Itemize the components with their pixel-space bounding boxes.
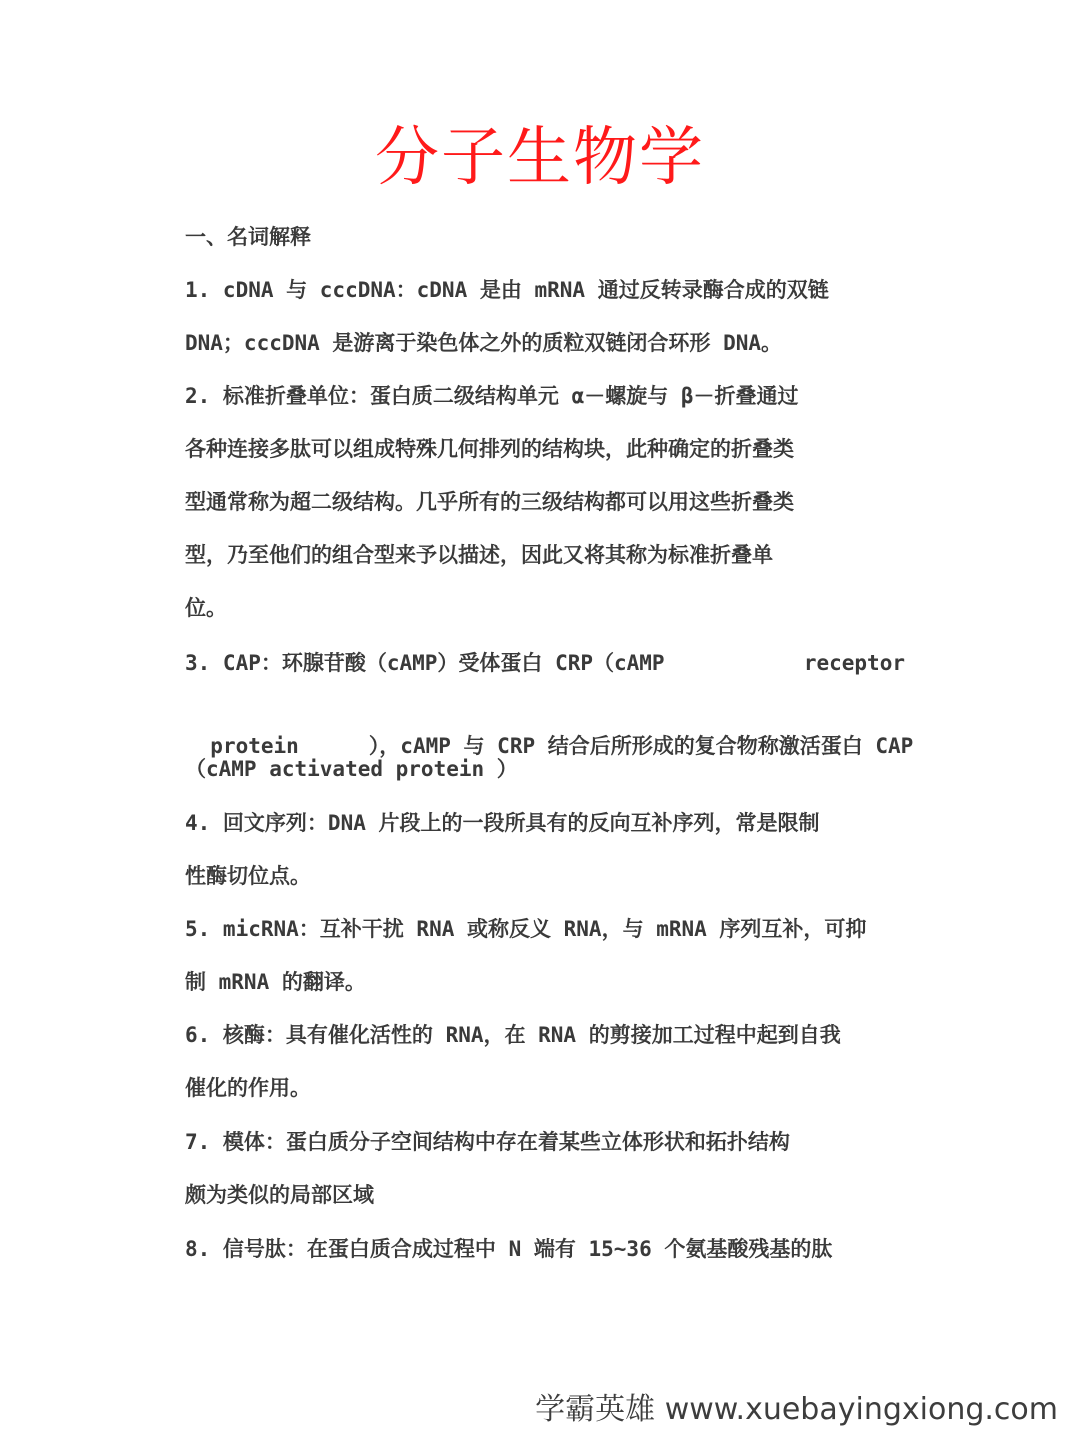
text-line-8-right: receptor (803, 651, 905, 675)
text-line-4: 各种连接多肽可以组成特殊几何排列的结构块，此种确定的折叠类 (185, 437, 794, 461)
text-line-16: 催化的作用。 (185, 1076, 311, 1100)
text-line-9 (185, 701, 914, 761)
text-line-18: 颇为类似的局部区域 (185, 1183, 374, 1207)
text-line-14: 制 mRNA 的翻译。 (185, 970, 366, 994)
text-line-19: 8. 信号肽：在蛋白质合成过程中 N 端有 15~36 个氨基酸残基的肽 (185, 1237, 833, 1261)
text-line-17: 7. 模体：蛋白质分子空间结构中存在着某些立体形状和拓扑结构 (185, 1130, 790, 1154)
section-heading: 一、名词解释 (185, 225, 311, 249)
text-line-8-left: 3. CAP：环腺苷酸（cAMP）受体蛋白 CRP（cAMP (185, 651, 665, 675)
text-line-15: 6. 核酶：具有催化活性的 RNA，在 RNA 的剪接加工过程中起到自我 (185, 1023, 841, 1047)
text-line-6: 型，乃至他们的组合型来予以描述，因此又将其称为标准折叠单 (185, 543, 773, 567)
text-line-7: 位。 (185, 596, 227, 620)
text-line-5: 型通常称为超二级结构。几乎所有的三级结构都可以用这些折叠类 (185, 490, 794, 514)
footer-watermark: 学霸英雄 www.xuebayingxiong.com (535, 1392, 1058, 1427)
text-line-8 (185, 648, 905, 678)
text-line-1: 1. cDNA 与 cccDNA：cDNA 是由 mRNA 通过反转录酶合成的双链 (185, 278, 829, 302)
text-line-9-right: ），cAMP 与 CRP 结合后所形成的复合物称激活蛋白 CAP (368, 734, 914, 758)
text-line-11: 4. 回文序列：DNA 片段上的一段所具有的反向互补序列，常是限制 (185, 811, 820, 835)
text-line-3: 2. 标准折叠单位：蛋白质二级结构单元 α－螺旋与 β－折叠通过 (185, 384, 799, 408)
text-line-9-left: protein (210, 734, 299, 758)
text-line-13: 5. micRNA：互补干扰 RNA 或称反义 RNA，与 mRNA 序列互补，可抑 (185, 917, 867, 941)
text-line-12: 性酶切位点。 (185, 864, 311, 888)
text-line-2: DNA；cccDNA 是游离于染色体之外的质粒双链闭合环形 DNA。 (185, 331, 783, 355)
text-line-10: （cAMP activated protein ） (185, 757, 518, 781)
document-title: 分子生物学 (375, 121, 705, 195)
